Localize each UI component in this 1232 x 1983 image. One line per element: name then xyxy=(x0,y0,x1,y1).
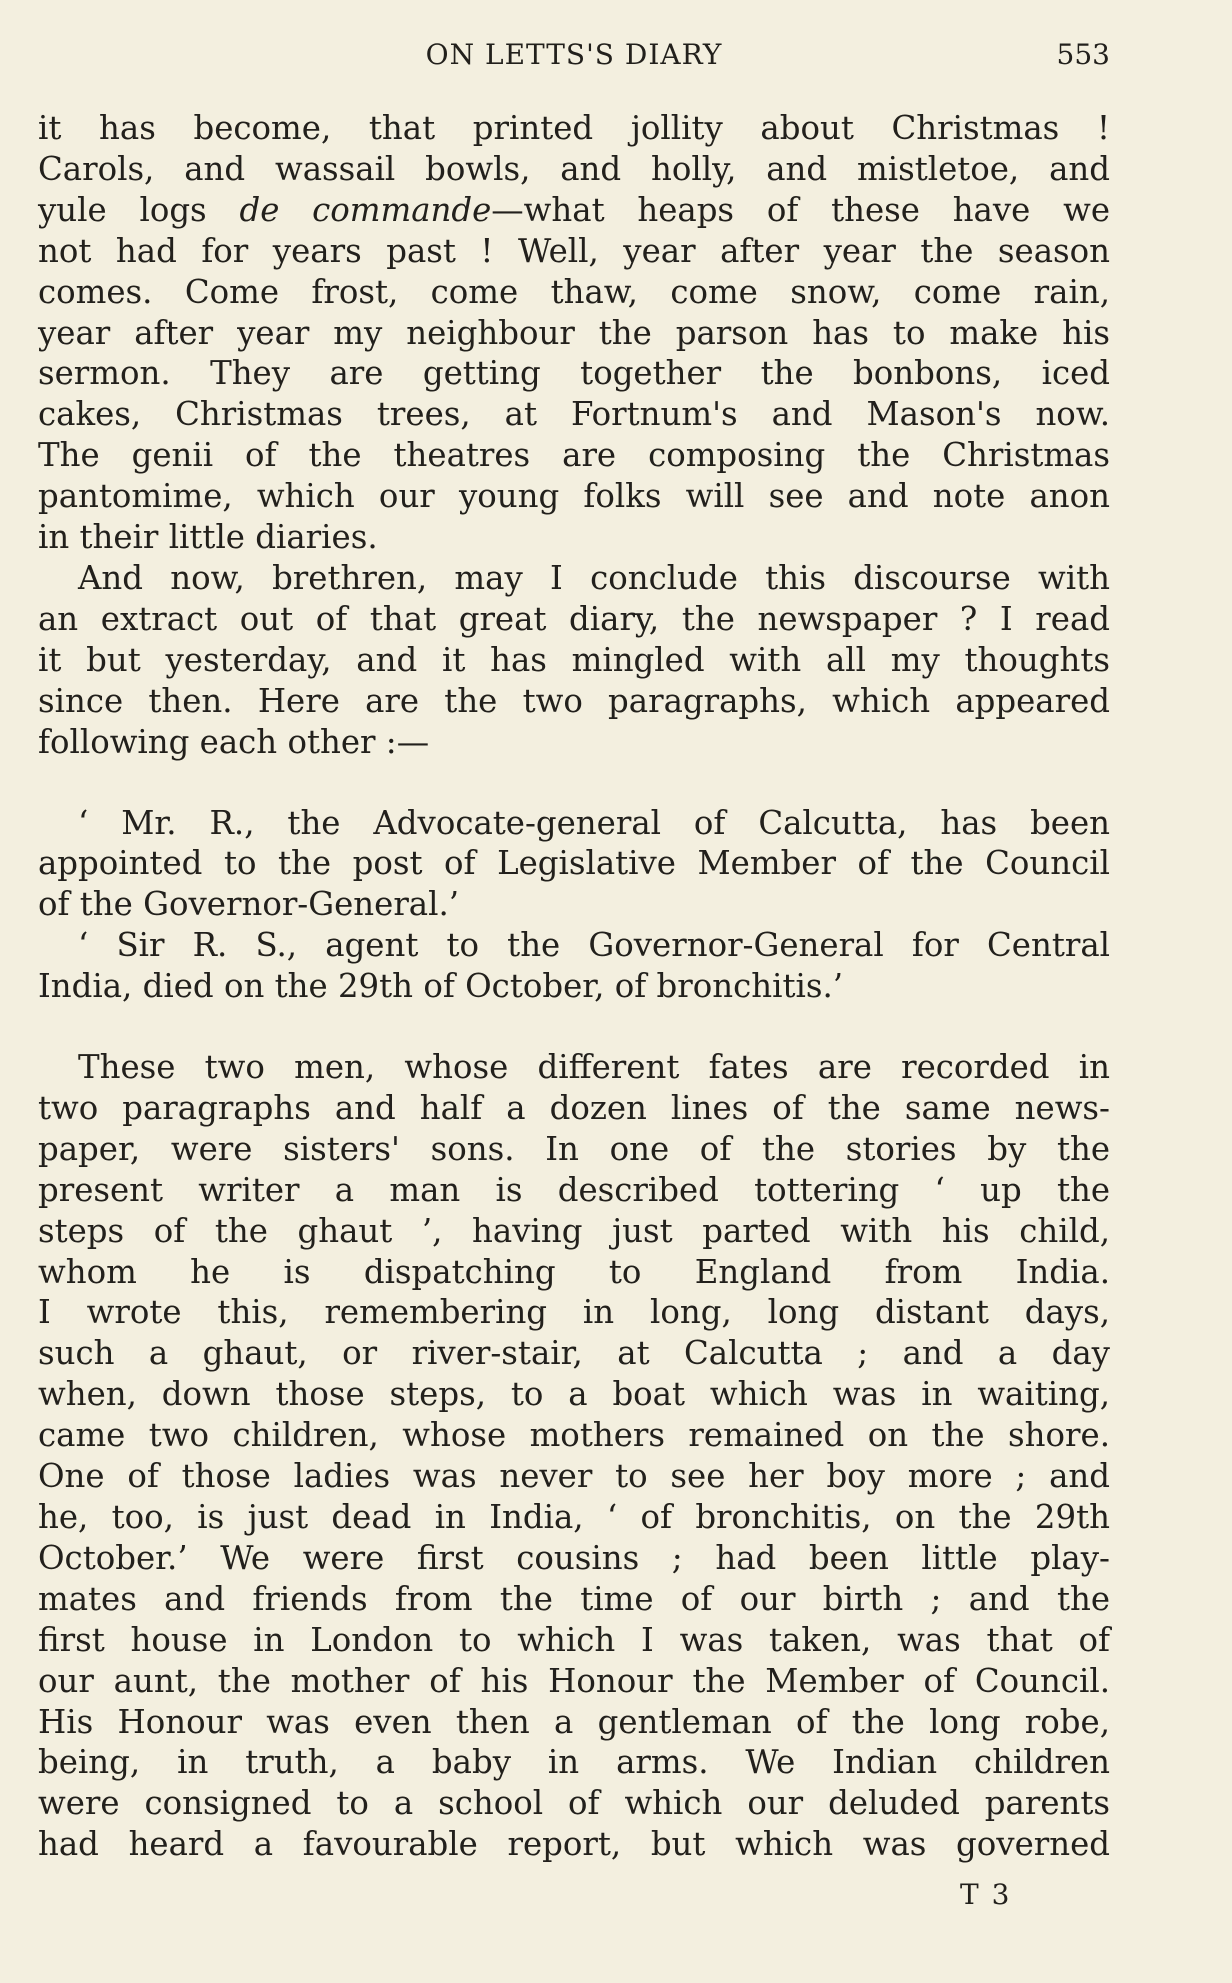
text-line: steps of the ghaut ’, having just parted with his child, xyxy=(38,1211,1110,1250)
text-line: ‘ Mr. R., the Advocate-general of Calcutta, has been xyxy=(78,803,1110,842)
text-line: ‘ Sir R. S., agent to the Governor-General for Central xyxy=(78,926,1110,965)
text-line: One of those ladies was never to see her boy more ; and xyxy=(38,1457,1110,1496)
text-line: when, down those steps, to a boat which was in waiting, xyxy=(38,1375,1110,1414)
text-line: it has become, that printed jollity about Christmas ! xyxy=(38,109,1110,147)
text-line: sermon. They are getting together the bonbons, iced xyxy=(38,354,1110,393)
page-header xyxy=(38,36,1110,76)
text-line: two paragraphs and half a dozen lines of the same news- xyxy=(38,1088,1110,1127)
text-line: an extract out of that great diary, the newspaper ? I read xyxy=(38,599,1110,638)
text-line: Carols, and wassail bowls, and holly, and mistletoe, and xyxy=(38,149,1110,188)
text-line: paper, were sisters' sons. In one of the stories by the xyxy=(38,1129,1110,1168)
running-head: ON LETTS'S DIARY xyxy=(425,38,723,71)
text-line: India, died on the 29th of October, of bronchitis.’ xyxy=(38,967,844,1006)
text-line xyxy=(38,190,1110,231)
paragraph-cousins xyxy=(38,1047,1110,1865)
text-line: appointed to the post of Legislative Member of the Council xyxy=(38,844,1110,883)
text-line: The genii of the theatres are composing the Christmas xyxy=(38,436,1110,475)
text-fragment: yule logs xyxy=(38,190,240,229)
text-line: And now, brethren, may I conclude this discourse with xyxy=(78,558,1110,597)
text-line: following each other :— xyxy=(38,722,430,761)
text-line: he, too, is just dead in India, ‘ of bronchitis, on the 29th xyxy=(38,1498,1110,1536)
text-line: I wrote this, remembering in long, long distant days, xyxy=(38,1293,1110,1332)
text-line: first house in London to which I was taken, was that of xyxy=(38,1620,1110,1659)
text-line: in their little diaries. xyxy=(38,518,378,557)
paragraph-newspaper xyxy=(38,558,1110,763)
text-line: whom he is dispatching to England from India. xyxy=(38,1252,1110,1291)
text-fragment: —what heaps of these have we xyxy=(491,190,1110,229)
text-line: were consigned to a school of which our deluded parents xyxy=(38,1784,1110,1823)
text-line: since then. Here are the two paragraphs, which appeared xyxy=(38,681,1110,720)
page-number: 553 xyxy=(1056,38,1110,71)
text-line: being, in truth, a baby in arms. We Indian children xyxy=(38,1743,1110,1782)
text-line: it but yesterday, and it has mingled with all my thoughts xyxy=(38,640,1110,679)
text-line: had heard a favourable report, but which was governed xyxy=(38,1825,1110,1864)
text-line: His Honour was even then a gentleman of the long robe, xyxy=(38,1702,1110,1741)
text-line: October.’ We were first cousins ; had been little play- xyxy=(38,1538,1110,1577)
quote-advocate-general xyxy=(38,803,1110,926)
body-text xyxy=(38,108,1110,1865)
text-line: These two men, whose different fates are recorded in xyxy=(78,1048,1110,1087)
text-line: our aunt, the mother of his Honour the Member of Council. xyxy=(38,1661,1110,1700)
text-line: came two children, whose mothers remained on the shore. xyxy=(38,1416,1110,1455)
text-line: mates and friends from the time of our birth ; and the xyxy=(38,1579,1110,1618)
text-line: pantomime, which our young folks will see and note anon xyxy=(38,477,1110,516)
text-line: present writer a man is described tottering ‘ up the xyxy=(38,1170,1110,1209)
text-line: such a ghaut, or river-stair, at Calcutta ; and a day xyxy=(38,1334,1110,1373)
italic-phrase: de commande xyxy=(239,190,492,229)
signature-mark: T 3 xyxy=(960,1878,1012,1911)
text-line: of the Governor-General.’ xyxy=(38,885,460,924)
quote-sir-rs xyxy=(38,925,1110,1007)
text-line: cakes, Christmas trees, at Fortnum's and Mason's now. xyxy=(38,395,1110,434)
text-line: year after year my neighbour the parson has to make his xyxy=(38,313,1110,352)
text-line: not had for years past ! Well, year after year the season xyxy=(38,231,1110,270)
paragraph-christmas xyxy=(38,108,1110,558)
text-line: comes. Come frost, come thaw, come snow, come rain, xyxy=(38,272,1110,311)
